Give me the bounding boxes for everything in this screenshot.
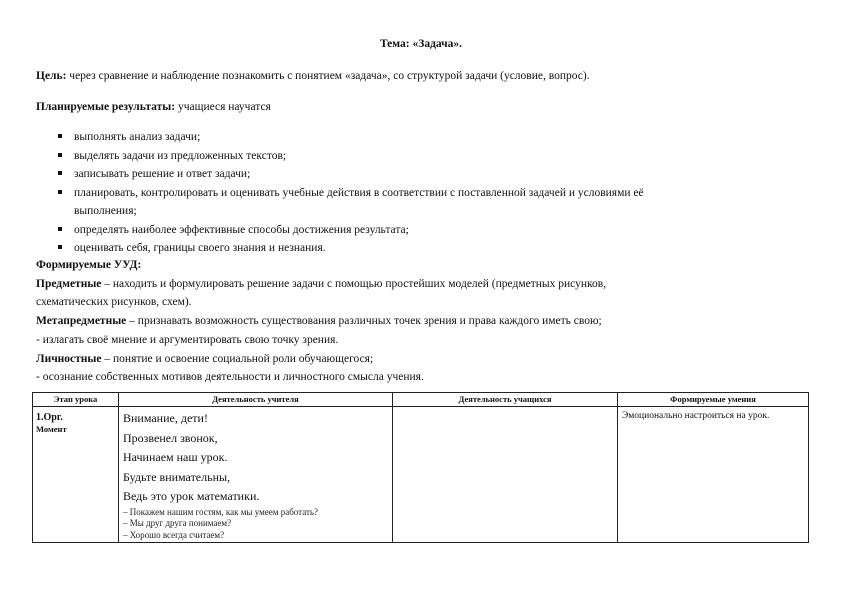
stage-name: Момент (36, 424, 67, 434)
teacher-cell (119, 407, 393, 543)
uud-meta-line: Метапредметные – признавать возможность существования различных точек зрения и права каждого иметь свою; (36, 315, 602, 328)
bullet-square-icon (58, 245, 62, 249)
list-item: выполнять анализ задачи; (56, 128, 644, 147)
goal-line (36, 70, 590, 82)
uud-section (36, 256, 806, 387)
stage-number: 1.Орг. (36, 412, 63, 423)
bullet-square-icon (58, 153, 62, 157)
list-item: выделять задачи из предложенных текстов; (56, 147, 644, 166)
list-item: записывать решение и ответ задачи; (56, 165, 644, 184)
list-item: оценивать себя, границы своего знания и незнания. (56, 239, 644, 258)
column-header-skills: Формируемые умения (618, 393, 809, 407)
uud-subject-line: Предметные – находить и формулировать решение задачи с помощью простейших моделей (предметных рисунков, (36, 277, 607, 290)
list-item-continuation: выполнения; (74, 205, 137, 217)
list-item: определять наиболее эффективные способы достижения результата; (56, 221, 644, 240)
poem-line: Внимание, дети! (123, 411, 208, 425)
planned-label: Планируемые результаты: (36, 101, 176, 113)
bullet-square-icon (58, 190, 62, 194)
uud-personal-line: Личностные – понятие и освоение социальной роли обучающегося; (36, 352, 374, 365)
uud-heading: Формируемые УУД: (36, 259, 142, 271)
poem-line: Прозвенел звонок, (123, 430, 218, 445)
list-item: планировать, контролировать и оценивать учебные действия в соответствии с поставленной задачей и условиями её (56, 184, 644, 203)
page-title: Тема: «Задача». (379, 38, 463, 50)
table-header-row (33, 393, 809, 407)
teacher-question: – Покажем нашим гостям, как мы умеем работать? (123, 506, 319, 517)
bullet-square-icon (58, 227, 62, 231)
lesson-table (32, 392, 809, 543)
goal-label: Цель: (36, 70, 67, 82)
bullet-square-icon (58, 134, 62, 138)
skills-cell: Эмоционально настроиться на урок. (618, 407, 809, 543)
teacher-question: – Мы друг друга понимаем? (123, 518, 232, 529)
bullet-square-icon (58, 171, 62, 175)
uud-personal-line-2: - осознание собственных мотивов деятельности и личностного смысла учения. (36, 371, 424, 384)
goal-text: через сравнение и наблюдение познакомить с понятием «задача», со структурой задачи (условие, вопрос). (66, 70, 590, 82)
column-header-teacher: Деятельность учителя (119, 393, 393, 407)
planned-line (36, 101, 271, 113)
poem-line: Начинаем наш урок. (123, 450, 228, 465)
students-cell (393, 407, 618, 543)
uud-meta-line-2: - излагать своё мнение и аргументировать свою точку зрения. (36, 333, 339, 346)
uud-subject-line-2: схематических рисунков, схем). (36, 296, 192, 309)
results-list (56, 128, 644, 258)
table-row (33, 407, 809, 543)
stage-cell (33, 407, 119, 543)
poem-line: Будьте внимательны, (123, 469, 231, 484)
planned-text: учащиеся научатся (175, 101, 271, 113)
teacher-question: – Хорошо всегда считаем? (123, 529, 225, 540)
column-header-students: Деятельность учащихся (393, 393, 618, 407)
poem-line: Ведь это урок математики. (123, 489, 260, 504)
column-header-stage: Этап урока (33, 393, 119, 407)
